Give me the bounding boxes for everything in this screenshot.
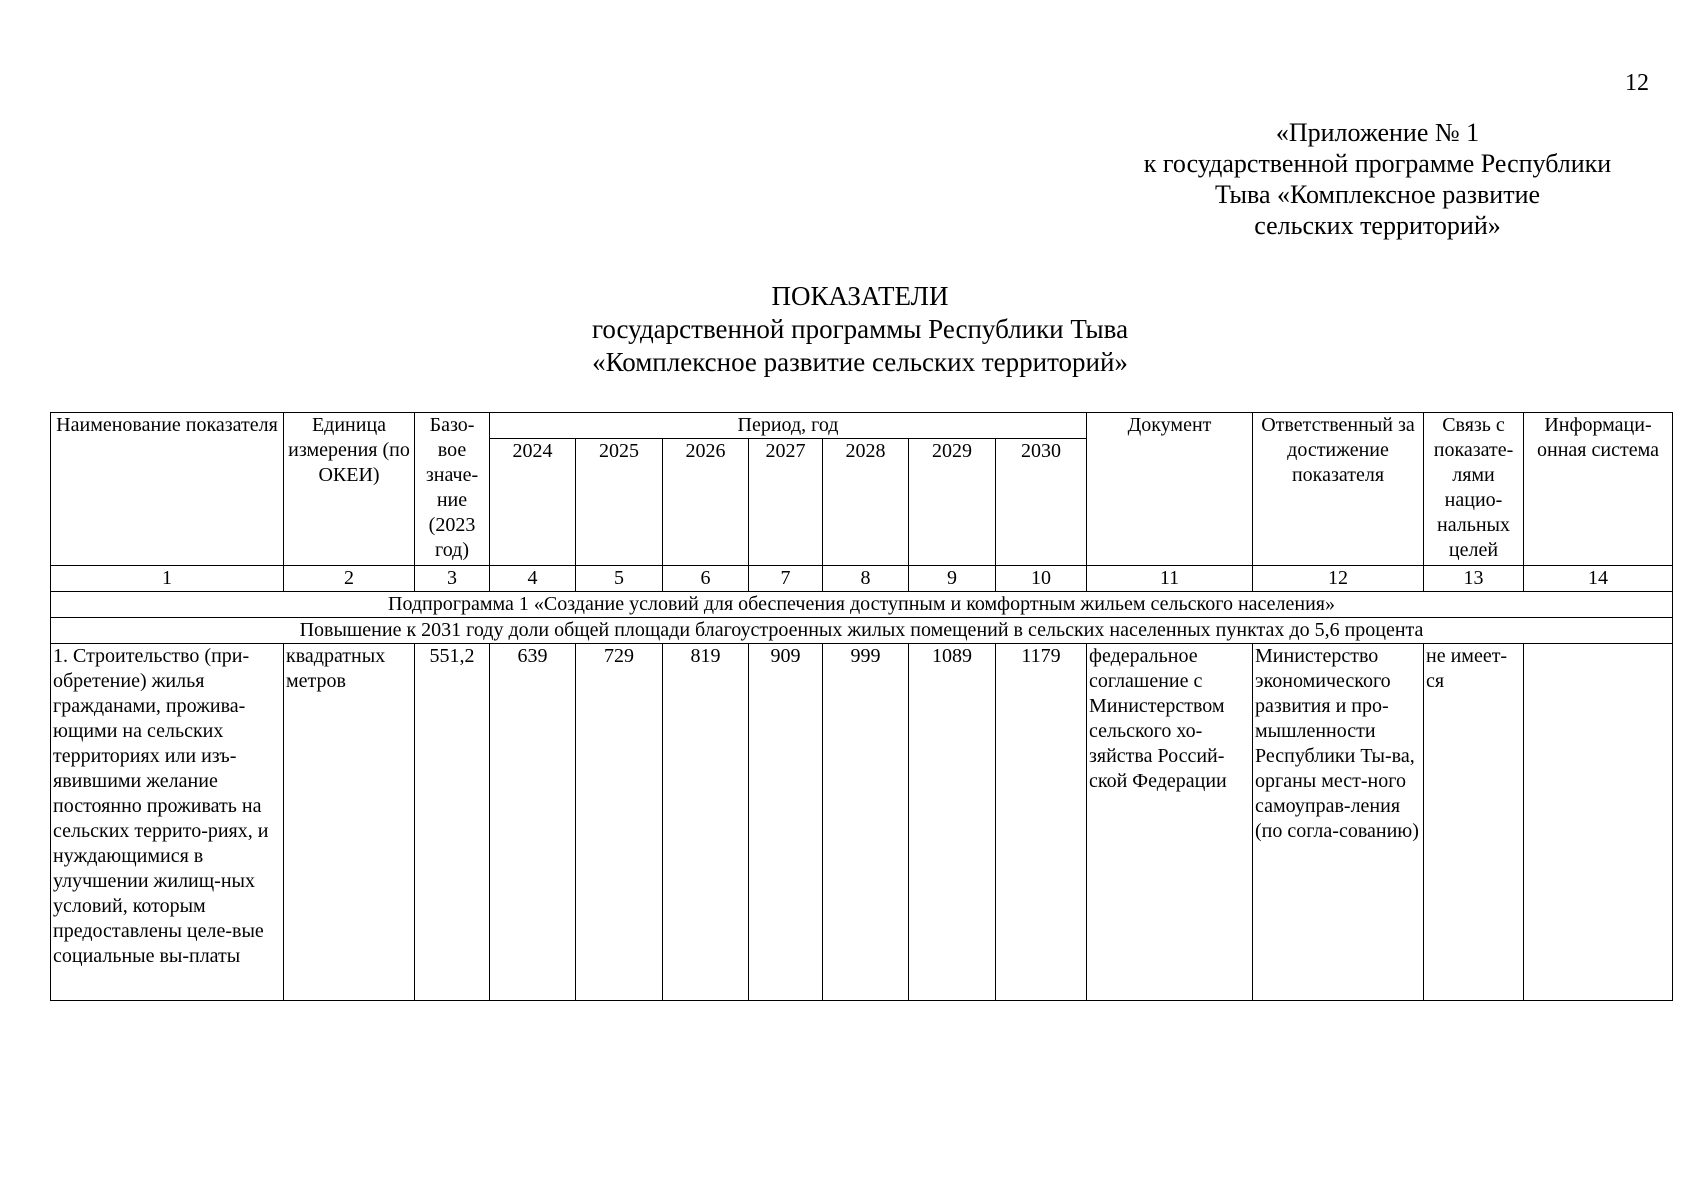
indicator-year-value: 999 <box>823 644 909 1001</box>
col-header-unit: Единица измерения (по ОКЕИ) <box>284 413 415 566</box>
column-number: 11 <box>1087 566 1253 592</box>
indicator-info-system <box>1524 644 1673 1001</box>
heading-line-3: «Комплексное развитие сельских территорий» <box>592 347 1128 377</box>
indicator-year-value: 729 <box>576 644 663 1001</box>
appendix-line-3: Тыва «Комплексное развитие <box>1214 180 1541 209</box>
goal-row <box>51 618 1673 644</box>
indicator-name: 1. Строительство (при-обретение) жилья гражданами, прожива-ющими на сельских территориях или изъ-явившими желание постоянно проживать на сельских террито-риях, и нуждающимися в улучшении жилищ-ных условий, которым предоставлены целе-вые социальные вы-платы <box>51 644 284 1001</box>
column-number: 12 <box>1253 566 1424 592</box>
column-number: 7 <box>749 566 823 592</box>
year-header: 2027 <box>749 439 823 566</box>
col-header-link: Связь с показате-лями нацио-нальных целей <box>1424 413 1524 566</box>
year-header: 2029 <box>909 439 996 566</box>
indicator-document: федеральное соглашение с Министерством сельского хо-зяйства Россий-ской Федерации <box>1087 644 1253 1001</box>
col-header-responsible: Ответственный за достижение показателя <box>1253 413 1424 566</box>
indicator-year-value: 819 <box>663 644 749 1001</box>
indicator-responsible: Министерство экономического развития и про-мышленности Республики Ты-ва, органы мест-ного самоуправ-ления (по согла-сованию) <box>1253 644 1424 1001</box>
appendix-line-2: к государственной программе Республики <box>1143 149 1612 178</box>
column-number: 9 <box>909 566 996 592</box>
year-header: 2028 <box>823 439 909 566</box>
indicator-unit: квадратных метров <box>284 644 415 1001</box>
indicator-year-value: 1089 <box>909 644 996 1001</box>
column-number: 14 <box>1524 566 1673 592</box>
subprogram-title: Подпрограмма 1 «Создание условий для обеспечения доступным и комфортным жильем сельского населения» <box>51 592 1673 618</box>
heading-line-2: государственной программы Республики Тыва <box>591 314 1129 344</box>
heading-title: ПОКАЗАТЕЛИ <box>771 281 949 311</box>
col-header-document: Документ <box>1087 413 1253 566</box>
table-row <box>51 644 1673 1001</box>
header-row <box>51 413 1673 439</box>
document-heading <box>430 280 1290 379</box>
indicator-year-value: 1179 <box>996 644 1087 1001</box>
col-header-name: Наименование показателя <box>51 413 284 566</box>
year-header: 2025 <box>576 439 663 566</box>
year-header: 2024 <box>490 439 576 566</box>
column-number: 2 <box>284 566 415 592</box>
appendix-line-1: «Приложение № 1 <box>1275 118 1480 147</box>
year-header: 2030 <box>996 439 1087 566</box>
column-number: 13 <box>1424 566 1524 592</box>
col-header-info-system: Информаци-онная система <box>1524 413 1673 566</box>
column-number: 1 <box>51 566 284 592</box>
column-number: 6 <box>663 566 749 592</box>
column-number: 3 <box>415 566 490 592</box>
appendix-note <box>1085 117 1670 241</box>
column-number: 4 <box>490 566 576 592</box>
goal-title: Повышение к 2031 году доли общей площади благоустроенных жилых помещений в сельских населенных пунктах до 5,6 процента <box>51 618 1673 644</box>
year-header: 2026 <box>663 439 749 566</box>
column-number: 8 <box>823 566 909 592</box>
indicator-link: не имеет-ся <box>1424 644 1524 1001</box>
subprogram-row <box>51 592 1673 618</box>
indicators-table <box>50 412 1673 1001</box>
column-numbers-row <box>51 566 1673 592</box>
column-number: 5 <box>576 566 663 592</box>
column-number: 10 <box>996 566 1087 592</box>
col-header-period: Период, год <box>490 413 1087 439</box>
col-header-base: Базо-вое значе-ние (2023 год) <box>415 413 490 566</box>
page-number: 12 <box>1625 70 1649 96</box>
indicator-base-value: 551,2 <box>415 644 490 1001</box>
indicator-year-value: 639 <box>490 644 576 1001</box>
indicator-year-value: 909 <box>749 644 823 1001</box>
appendix-line-4: сельских территорий» <box>1254 211 1501 240</box>
